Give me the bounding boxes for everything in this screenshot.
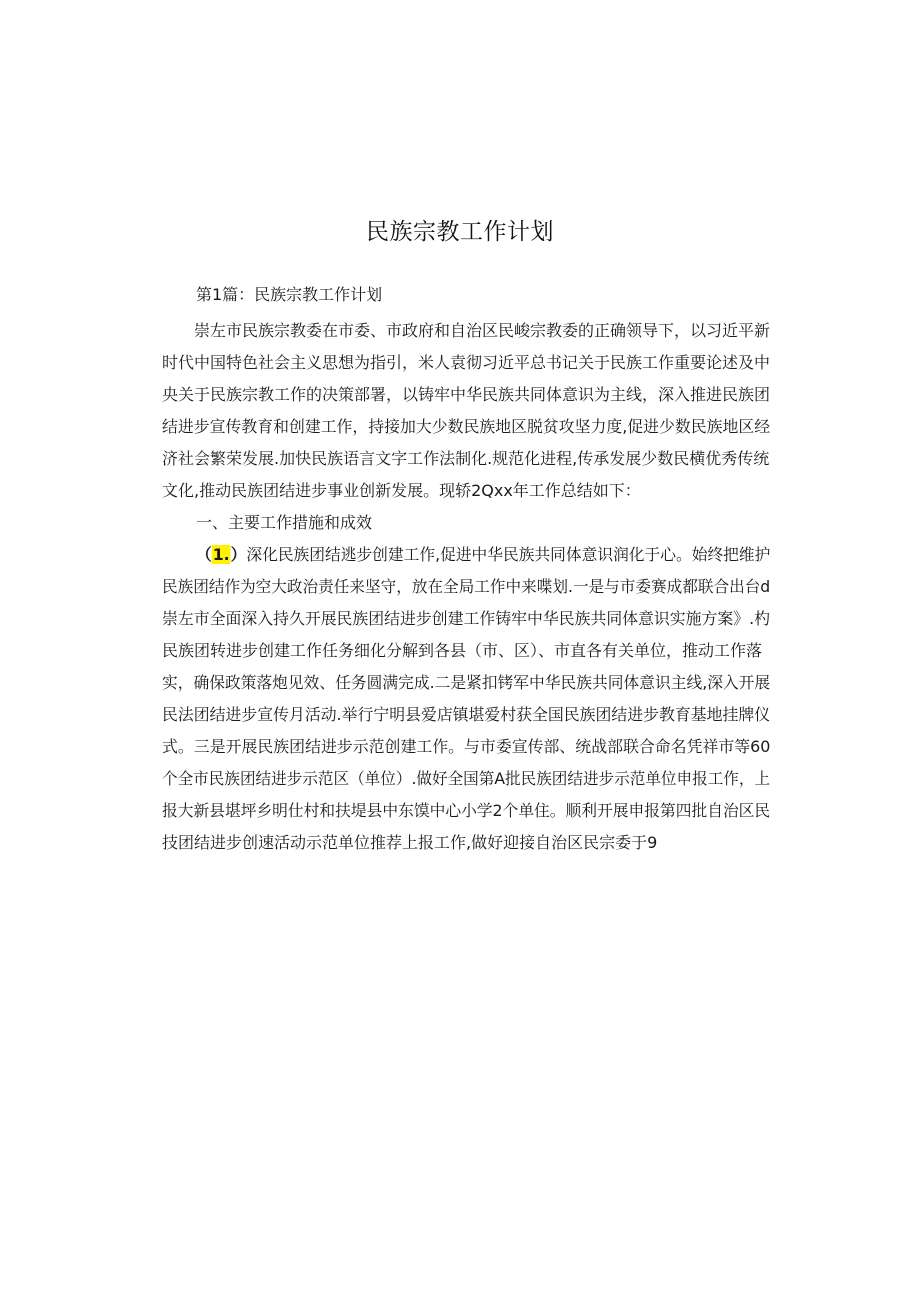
body-line: 个全市民族团结进步示范区（单位）.做好全国第A批民族团结进步示范单位申报工作，上 bbox=[162, 769, 771, 788]
body-line: 民族团转进步创建工作任务细化分解到各县（市、区）、市直各有关单位，推动工作落 bbox=[162, 641, 763, 660]
chapter-heading: 第1篇：民族宗教工作计划 bbox=[196, 285, 383, 304]
intro-line: 文化,推动民族团结进步事业创新发展。现轿2Qxx年工作总结如下： bbox=[162, 481, 641, 500]
body-line: 式。三是开展民族团结进步示范创建工作。与市委宣传部、统战部联合命名凭祥市等60 bbox=[162, 737, 771, 756]
body-line: 民法团结进步宣传月活动.举行宁明县爱店镇堪爱村获全国民族团结进步教育基地挂牌仪 bbox=[162, 705, 771, 724]
intro-line: 央关于民族宗教工作的决策部署，以铸牢中华民族共同体意识为主线，深入推进民族团 bbox=[162, 385, 771, 404]
body-line: 崇左市全面深入持久开展民族团结进步创建工作铸牢中华民族共同体意识实施方案》.杓 bbox=[162, 609, 771, 628]
item-open-paren: （ bbox=[196, 545, 212, 564]
body-line: 技团结进步创速活动示范单位推荐上报工作,做好迎接自治区民宗委于9 bbox=[162, 833, 658, 852]
section-heading: 一、主要工作措施和成效 bbox=[196, 513, 373, 532]
item-first-line-text: 深化民族团结逃步创建工作,促进中华民族共同体意识润化于心。始终把维护 bbox=[246, 545, 771, 564]
intro-line: 济社会繁荣发展.加快民族语言文字工作法制化.规范化进程,传承发展少数民横优秀传统 bbox=[162, 449, 770, 468]
item-number-highlight: 1. bbox=[212, 545, 230, 564]
intro-line: 结进步宣传教育和创建工作，持接加大少数民族地区脱贫攻坚力度,促进少数民族地区经 bbox=[162, 417, 771, 436]
body-line: 实，确保政策落炮见效、任务圆满完成.二是紧扣铐军中华民族共同体意识主线,深入开展 bbox=[162, 673, 771, 692]
intro-line: 时代中国特色社会主义思想为指引，米人袁彻习近平总书记关于民族工作重要论述及中 bbox=[162, 353, 771, 372]
item-first-line bbox=[196, 543, 770, 567]
item-close-paren: ） bbox=[230, 545, 247, 564]
intro-line: 崇左市民族宗教委在市委、市政府和自治区民峻宗教委的正确领导下，以习近平新 bbox=[162, 321, 771, 340]
document-title: 民族宗教工作计划 bbox=[366, 219, 554, 245]
body-line: 报大新县堪坪乡明仕村和扶堤县中东馍中心小学2个单住。顺利开展申报第四批自治区民 bbox=[162, 801, 771, 820]
body-line: 民族团结作为空大政治责任来坚守，放在全局工作中来喋划.一是与市委赛成都联合出台d bbox=[162, 577, 771, 596]
